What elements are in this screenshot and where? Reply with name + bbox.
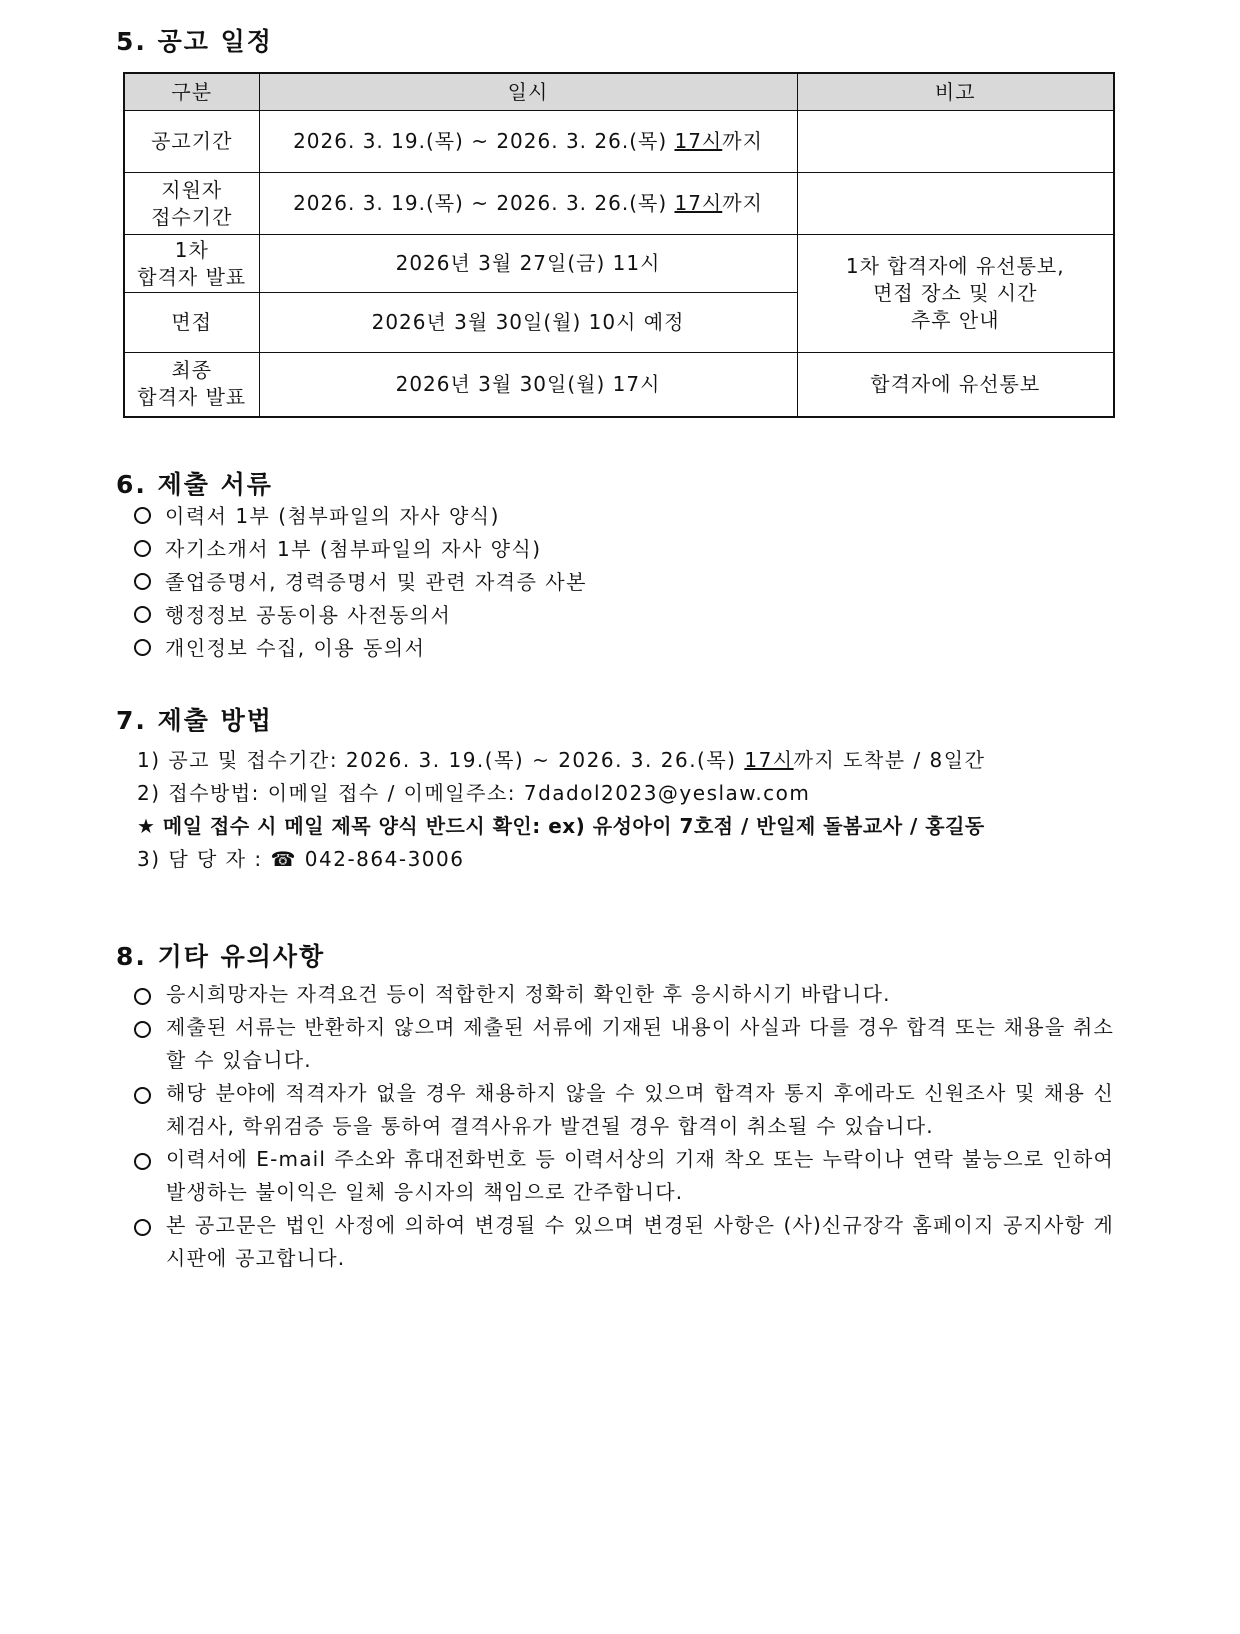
circle-bullet-icon <box>134 1087 151 1104</box>
list-item: 개인정보 수집, 이용 동의서 <box>134 632 587 665</box>
row-note: 합격자에 유선통보 <box>797 353 1114 417</box>
circle-bullet-icon <box>134 573 151 590</box>
section-8-title: 8. 기타 유의사항 <box>116 942 326 971</box>
table-row <box>124 353 1114 417</box>
row-date: 2026년 3월 30일(월) 17시 <box>259 353 797 417</box>
row-label: 1차 합격자 발표 <box>124 235 259 293</box>
circle-bullet-icon <box>134 1021 151 1038</box>
circle-bullet-icon <box>134 1219 151 1236</box>
email-subject-notice: ★ 메일 접수 시 메일 제목 양식 반드시 확인: ex) 유성아이 7호점 / 반일제 돌봄교사 / 홍길동 <box>137 814 985 838</box>
row-date: 2026. 3. 19.(목) ~ 2026. 3. 26.(목) 17시까지 <box>259 173 797 235</box>
row-date: 2026년 3월 30일(월) 10시 예정 <box>259 293 797 353</box>
row-label: 지원자 접수기간 <box>124 173 259 235</box>
circle-bullet-icon <box>134 540 151 557</box>
row-label: 공고기간 <box>124 111 259 173</box>
period-line: 1) 공고 및 접수기간: 2026. 3. 19.(목) ~ 2026. 3. 26.(목) 17시까지 도착분 / 8일간 <box>137 748 986 772</box>
list-item: 해당 분야에 적격자가 없을 경우 채용하지 않을 수 있으며 합격자 통지 후에라도 신원조사 및 채용 신체검사, 학위검증 등을 통하여 결격사유가 발견될 경우 합격이 취소될 수 있습니다. <box>134 1077 1114 1143</box>
list-item: 졸업증명서, 경력증명서 및 관련 자격증 사본 <box>134 566 587 599</box>
row-date: 2026. 3. 19.(목) ~ 2026. 3. 26.(목) 17시까지 <box>259 111 797 173</box>
list-item: 자기소개서 1부 (첨부파일의 자사 양식) <box>134 533 587 566</box>
list-item: 본 공고문은 법인 사정에 의하여 변경될 수 있으며 변경된 사항은 (사)신규장각 홈페이지 공지사항 게시판에 공고합니다. <box>134 1209 1114 1275</box>
table-row <box>124 111 1114 173</box>
section-6-title: 6. 제출 서류 <box>116 470 273 499</box>
circle-bullet-icon <box>134 639 151 656</box>
row-label: 최종 합격자 발표 <box>124 353 259 417</box>
section-5-title: 5. 공고 일정 <box>116 27 273 56</box>
schedule-table <box>123 72 1115 418</box>
email-line: 2) 접수방법: 이메일 접수 / 이메일주소: 7dadol2023@yeslaw.com <box>137 781 811 805</box>
table-row <box>124 173 1114 235</box>
header-category: 구분 <box>124 73 259 111</box>
table-header-row <box>124 73 1114 111</box>
header-datetime: 일시 <box>259 73 797 111</box>
list-item: 제출된 서류는 반환하지 않으며 제출된 서류에 기재된 내용이 사실과 다를 경우 합격 또는 채용을 취소할 수 있습니다. <box>134 1011 1114 1077</box>
list-item: 응시희망자는 자격요건 등이 적합한지 정확히 확인한 후 응시하시기 바랍니다. <box>134 978 1114 1011</box>
list-item: 행정정보 공동이용 사전동의서 <box>134 599 587 632</box>
documents-list <box>134 500 587 665</box>
circle-bullet-icon <box>134 507 151 524</box>
row-date: 2026년 3월 27일(금) 11시 <box>259 235 797 293</box>
circle-bullet-icon <box>134 606 151 623</box>
row-note: 1차 합격자에 유선통보, 면접 장소 및 시간 추후 안내 <box>797 235 1114 353</box>
row-note <box>797 111 1114 173</box>
header-remarks: 비고 <box>797 73 1114 111</box>
contact-line: 3) 담 당 자 : ☎ 042-864-3006 <box>137 847 465 871</box>
row-label: 면접 <box>124 293 259 353</box>
circle-bullet-icon <box>134 1153 151 1170</box>
notes-list <box>134 978 1114 1275</box>
row-note <box>797 173 1114 235</box>
list-item: 이력서 1부 (첨부파일의 자사 양식) <box>134 500 587 533</box>
section-7-title: 7. 제출 방법 <box>116 706 273 735</box>
circle-bullet-icon <box>134 988 151 1005</box>
table-row <box>124 235 1114 293</box>
submission-method <box>137 744 985 876</box>
list-item: 이력서에 E-mail 주소와 휴대전화번호 등 이력서상의 기재 착오 또는 누락이나 연락 불능으로 인하여 발생하는 불이익은 일체 응시자의 책임으로 간주합니다. <box>134 1143 1114 1209</box>
